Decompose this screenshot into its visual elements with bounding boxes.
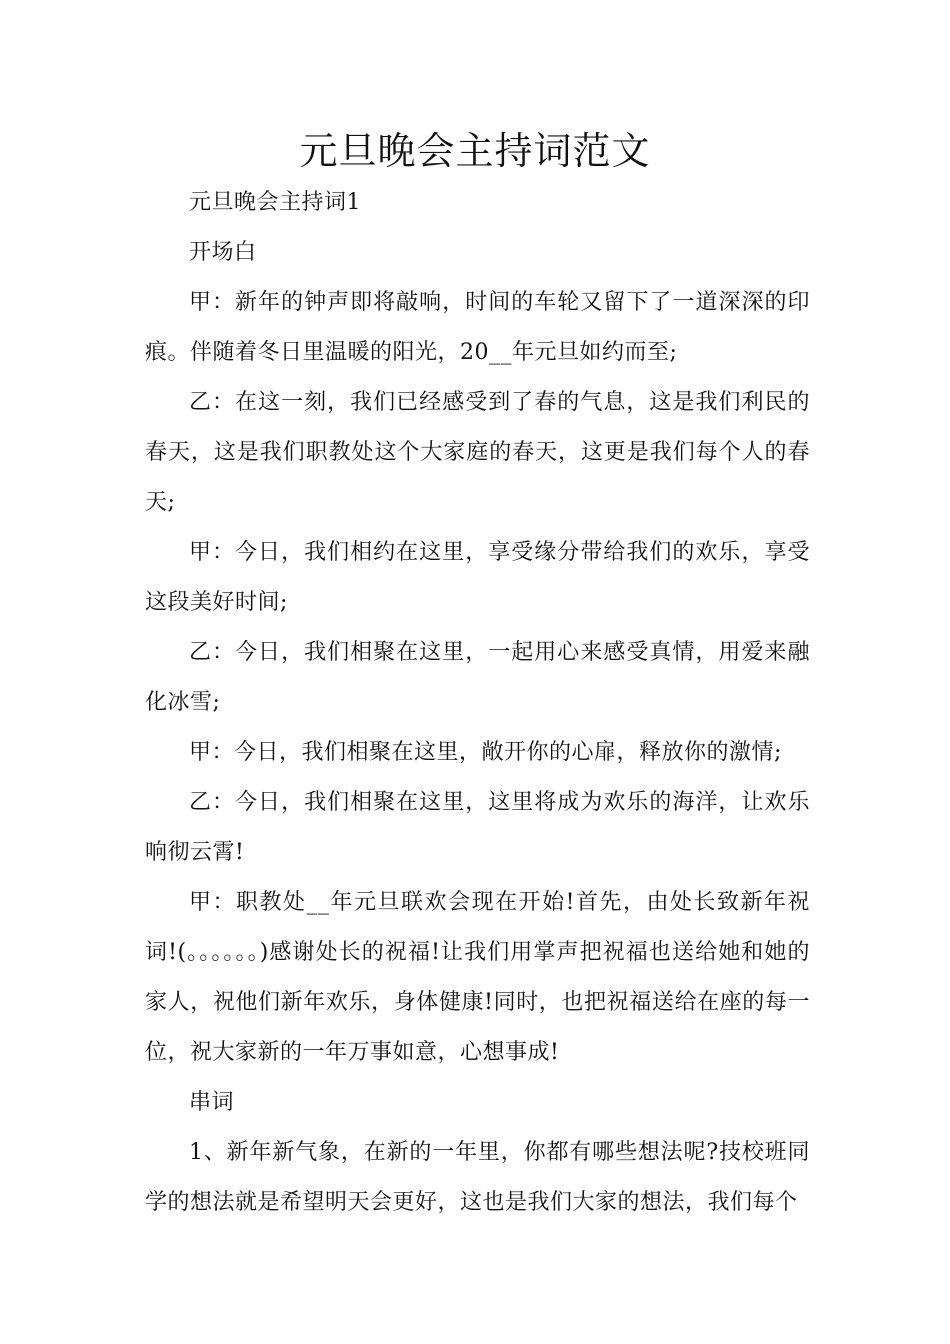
document-title: 元旦晚会主持词范文 xyxy=(299,129,651,173)
paragraph: 甲：今日，我们相约在这里，享受缘分带给我们的欢乐，享受这段美好时间; xyxy=(145,540,810,615)
paragraph: 甲：新年的钟声即将敲响，时间的车轮又留下了一道深深的印痕。伴随着冬日里温暖的阳光，20__年元旦如约而至; xyxy=(145,290,810,365)
paragraph-transition-heading: 串词 xyxy=(189,1090,235,1115)
paragraph: 乙：今日，我们相聚在这里，一起用心来感受真情，用爱来融化冰雪; xyxy=(145,640,810,715)
paragraph-section-heading: 元旦晚会主持词1 xyxy=(189,190,361,215)
document-body xyxy=(145,178,810,1228)
paragraph: 乙：在这一刻，我们已经感受到了春的气息，这是我们利民的春天，这是我们职教处这个大家庭的春天，这更是我们每个人的春天; xyxy=(145,390,810,515)
paragraph: 甲：今日，我们相聚在这里，敞开你的心扉，释放你的激情; xyxy=(189,740,782,765)
paragraph-opening-heading: 开场白 xyxy=(189,240,257,265)
paragraph: 1、新年新气象，在新的一年里，你都有哪些想法呢?技校班同学的想法就是希望明天会更好，这也是我们大家的想法，我们每个 xyxy=(145,1140,810,1215)
paragraph: 甲：职教处__年元旦联欢会现在开始!首先，由处长致新年祝词!(。。。。。。)感谢处长的祝福!让我们用掌声把祝福也送给她和她的家人，祝他们新年欢乐，身体健康!同时，也把祝福送给在座的每一位，祝大家新的一年万事如意，心想事成! xyxy=(145,890,810,1065)
paragraph: 乙：今日，我们相聚在这里，这里将成为欢乐的海洋，让欢乐响彻云霄! xyxy=(145,790,810,865)
